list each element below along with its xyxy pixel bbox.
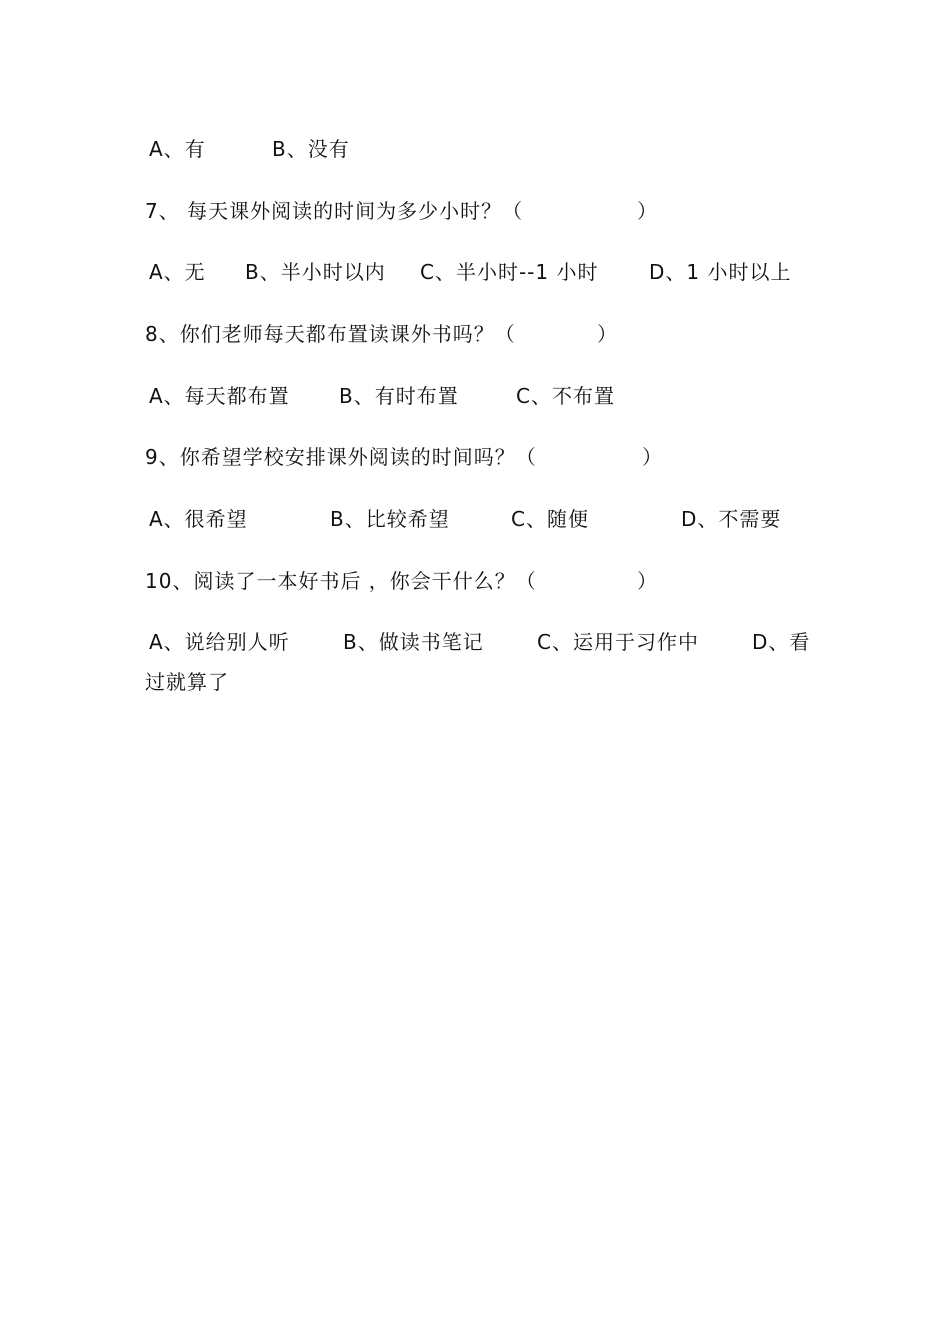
q8-question-text: 8、你们老师每天都布置读课外书吗？（ (145, 322, 516, 346)
q9-option-b: B、比较希望 (330, 507, 450, 531)
q8-option-c: C、不布置 (516, 384, 615, 408)
q7-option-a: A、无 (149, 260, 206, 284)
q7-option-d: D、1 小时以上 (649, 260, 792, 284)
q10-close-paren: ） (637, 569, 658, 593)
q8-option-b: B、有时布置 (339, 384, 459, 408)
q9-option-a: A、很希望 (149, 507, 248, 531)
q10-question-text: 10、阅读了一本好书后 ，你会干什么？（ (145, 569, 537, 593)
q10-option-b: B、做读书笔记 (343, 630, 484, 654)
q9-option-c: C、随便 (511, 507, 589, 531)
q10-option-d: D、看 (752, 630, 811, 654)
q10-option-c: C、运用于习作中 (537, 630, 699, 654)
q8-option-a: A、每天都布置 (149, 384, 290, 408)
q10-option-a: A、说给别人听 (149, 630, 290, 654)
q9-question-text: 9、你希望学校安排课外阅读的时间吗？（ (145, 445, 537, 469)
q9-option-d: D、不需要 (681, 507, 782, 531)
q7-question-text: 7、 每天课外阅读的时间为多少小时？（ (145, 199, 524, 223)
q7-close-paren: ） (637, 199, 658, 223)
q9-close-paren: ） (642, 445, 663, 469)
q8-close-paren: ） (597, 322, 618, 346)
q6-option-a: A、有 (149, 137, 206, 161)
q7-option-c: C、半小时--1 小时 (420, 260, 599, 284)
q7-option-b: B、半小时以内 (245, 260, 386, 284)
q6-option-b: B、没有 (272, 137, 350, 161)
q10-option-d-continuation: 过就算了 (145, 670, 229, 694)
